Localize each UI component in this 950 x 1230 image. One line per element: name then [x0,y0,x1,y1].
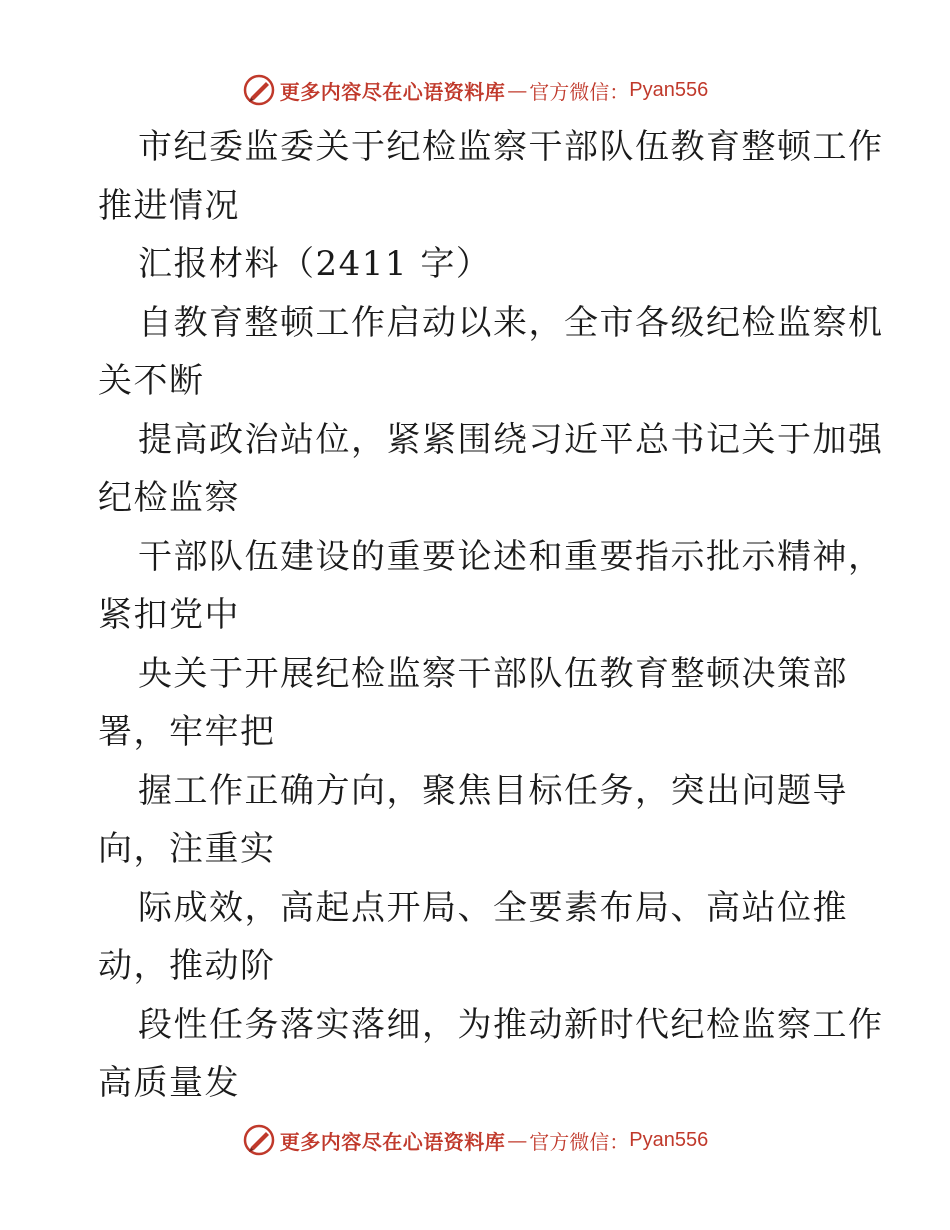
header-dash: — [507,78,528,102]
footer-wechat-label: 官方微信： [529,1129,630,1154]
document-line: 向，注重实 [98,829,276,869]
document-line: 关不断 [98,361,205,401]
footer-banner [0,1118,950,1162]
document-line: 高质量发 [98,1063,240,1103]
header-wechat-account: Pyan556 [629,78,709,101]
header-promo-text: 更多内容尽在心语资料库 [279,79,506,104]
document-line: 提高政治站位，紧紧围绕习近平总书记关于加强 [138,419,884,460]
document-line: 署，牢牢把 [98,712,276,752]
document-line: 纪检监察 [98,478,240,518]
footer-dash: — [507,1128,528,1152]
document-line: 紧扣党中 [98,595,240,635]
document-line: 握工作正确方向，聚焦目标任务，突出问题导 [138,770,848,811]
document-line: 市纪委监委关于纪检监察干部队伍教育整顿工作 [138,127,884,167]
header-banner [0,68,950,112]
header-wechat-label: 官方微信： [529,79,630,104]
document-line: 央关于开展纪检监察干部队伍教育整顿决策部 [138,653,848,694]
footer-wechat-account: Pyan556 [629,1128,709,1151]
document-line: 自教育整顿工作启动以来，全市各级纪检监察机 [138,302,884,343]
document-body [98,118,884,1113]
document-line: 际成效，高起点开局、全要素布局、高站位推 [138,887,848,928]
pen-logo-icon [242,1123,276,1157]
footer-promo-text: 更多内容尽在心语资料库 [279,1129,506,1154]
document-line: 段性任务落实落细，为推动新时代纪检监察工作 [138,1004,884,1045]
pen-logo-icon [242,73,276,107]
document-line: 动，推动阶 [98,946,276,986]
document-line: 干部队伍建设的重要论述和重要指示批示精神， [138,536,884,577]
document-line: 推进情况 [98,185,240,226]
document-line: 汇报材料（2411 字） [138,244,492,284]
